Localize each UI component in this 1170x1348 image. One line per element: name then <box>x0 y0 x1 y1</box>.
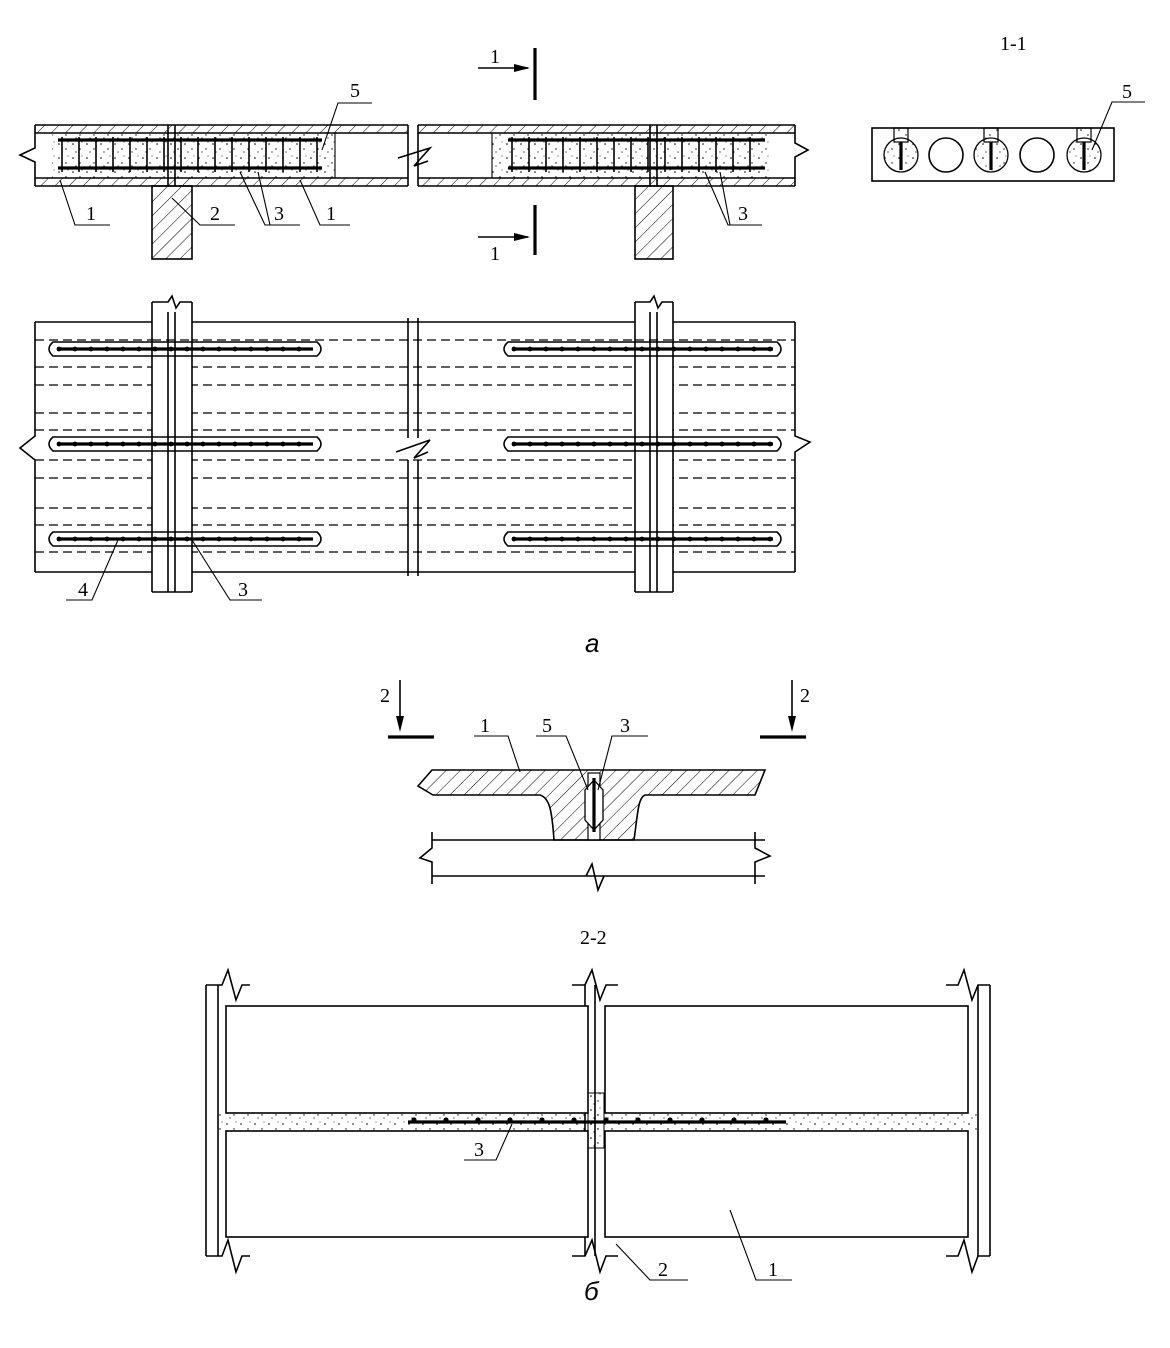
section-1-1 <box>872 33 1145 181</box>
slab-top-right <box>605 1006 968 1113</box>
callout-2-elev: 2 <box>210 203 220 225</box>
callout-5-section: 5 <box>1122 81 1132 103</box>
section-mark-2-right: 2 <box>800 685 810 707</box>
slab-top-left <box>226 1006 588 1113</box>
bar-lug <box>763 1117 768 1122</box>
callout-1-section-2-2: 1 <box>768 1259 778 1281</box>
joint-detail <box>380 680 810 890</box>
callout-3-elev-left: 3 <box>274 203 284 225</box>
section-1-1-title: 1-1 <box>1000 33 1027 55</box>
section-mark-1-bottom: 1 <box>490 243 500 265</box>
section-mark-1-top: 1 <box>490 46 500 68</box>
callout-4-plan: 4 <box>78 579 88 601</box>
callout-3-elev-right: 3 <box>738 203 748 225</box>
caption-a: а <box>585 628 600 658</box>
bar-lug <box>411 1117 416 1122</box>
bar-lug <box>443 1117 448 1122</box>
bar-lug <box>699 1117 704 1122</box>
bar-lug <box>475 1117 480 1122</box>
callout-1-elev-right: 1 <box>326 203 336 225</box>
bar-lug <box>539 1117 544 1122</box>
callout-3-plan: 3 <box>238 579 248 601</box>
callout-3-detail: 3 <box>620 715 630 737</box>
wall-support-left <box>152 186 192 259</box>
bar-lug <box>603 1117 608 1122</box>
callout-5-elev: 5 <box>350 80 360 102</box>
section-mark-2-left: 2 <box>380 685 390 707</box>
bar-lug <box>571 1117 576 1122</box>
callout-1-elev-left: 1 <box>86 203 96 225</box>
elevation-view <box>20 46 808 265</box>
bar-lug <box>667 1117 672 1122</box>
callout-5-detail: 5 <box>542 715 552 737</box>
bar-lug <box>635 1117 640 1122</box>
slab-bottom-right <box>605 1131 968 1237</box>
section-2-2-plan <box>206 970 990 1281</box>
callout-1-detail: 1 <box>480 715 490 737</box>
bar-lug <box>731 1117 736 1122</box>
callout-3-section-2-2: 3 <box>474 1139 484 1161</box>
section-2-2-title: 2-2 <box>580 927 607 949</box>
wall-support-right <box>635 186 673 259</box>
plan-view <box>20 296 810 601</box>
bar-lug <box>507 1117 512 1122</box>
callout-2-section-2-2: 2 <box>658 1259 668 1281</box>
slab-bottom-left <box>226 1131 588 1237</box>
caption-b: б <box>584 1276 599 1306</box>
